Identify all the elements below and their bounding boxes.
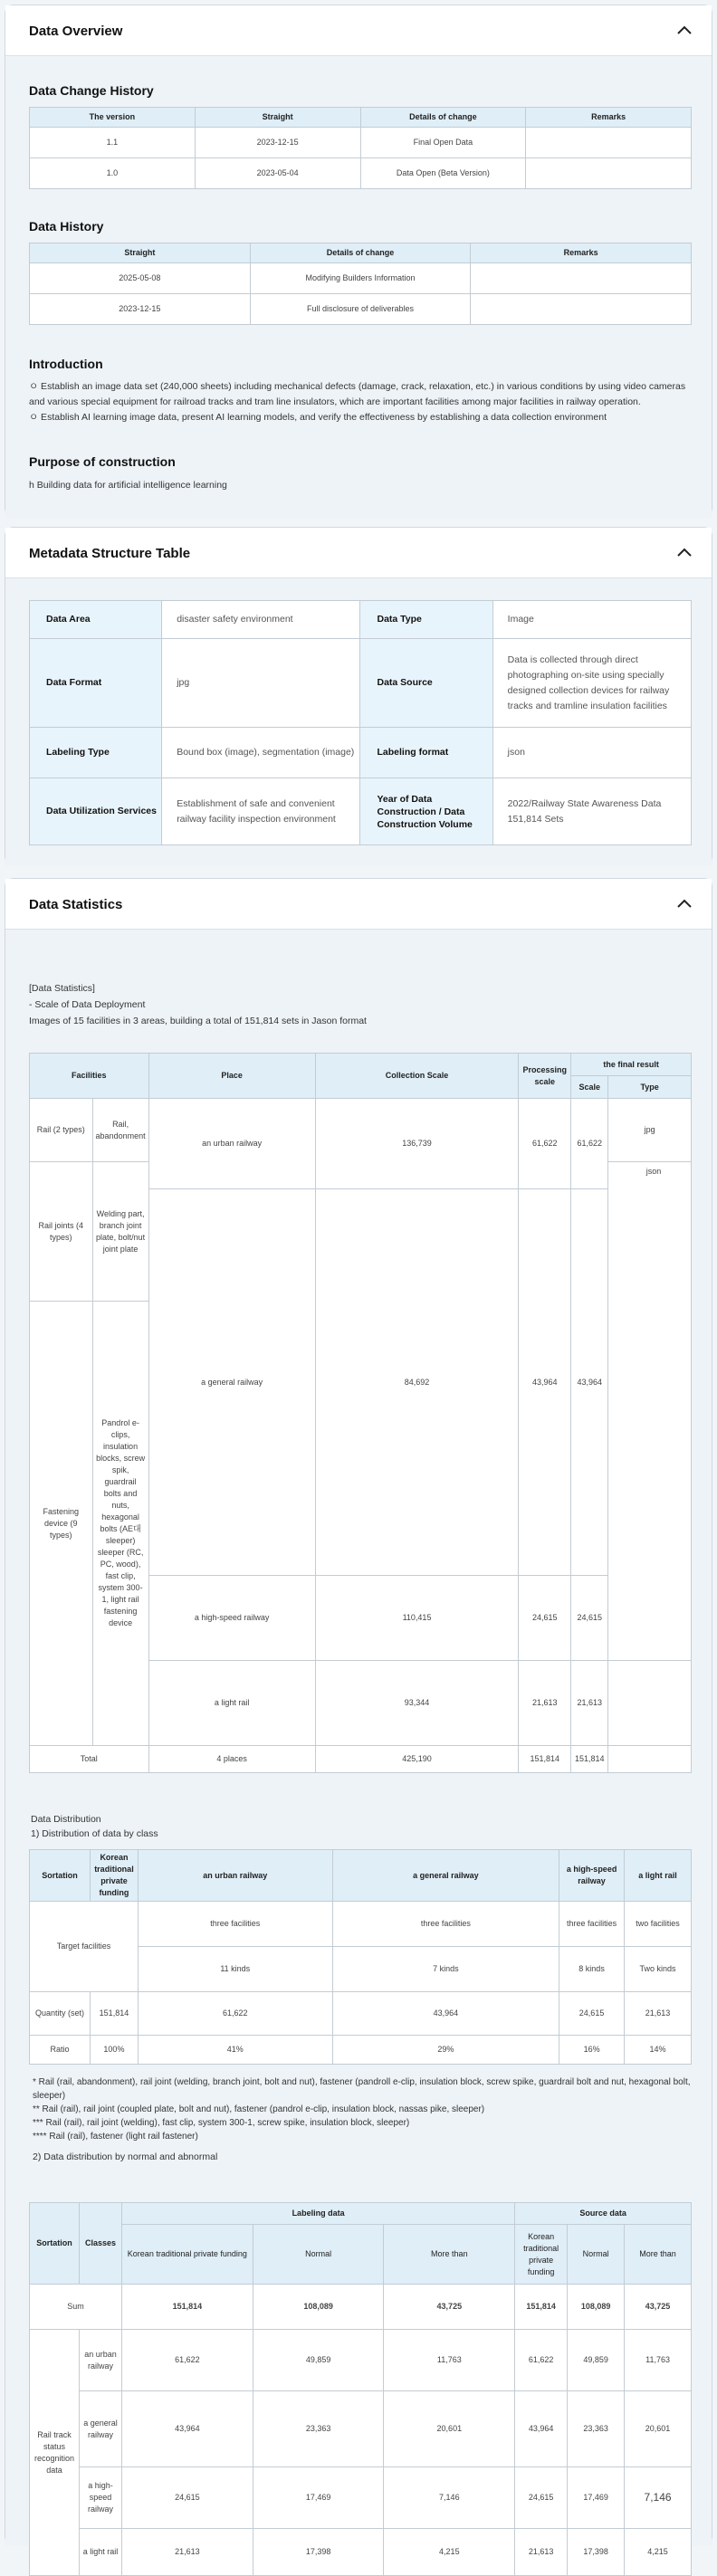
table-cell: 21,613 [519, 1661, 571, 1746]
table-cell: Final Open Data [360, 128, 526, 158]
note-line: *** Rail (rail), rail joint (welding), fast clip, system 300-1, screw spike, insulation block, sleeper) [33, 2118, 410, 2128]
table-cell: 24,615 [559, 1992, 625, 2036]
table-cell: Welding part, branch joint plate, bolt/nut joint plate [92, 1162, 148, 1302]
table-cell: 17,469 [253, 2467, 384, 2529]
table-cell: 2023-12-15 [195, 128, 360, 158]
table-cell: a light rail [79, 2529, 121, 2576]
panel-title: Data Overview [29, 24, 123, 39]
metadata-value: Image [492, 601, 691, 639]
table-header: Korean traditional private funding [90, 1850, 138, 1902]
metadata-value: Data is collected through direct photographing on-site using specially designed collection devices for railway tracks and tramline insulation facilities [492, 639, 691, 728]
table-header: The version [30, 108, 196, 128]
table-cell: 4,215 [384, 2529, 515, 2576]
normal-abnormal-table [29, 2202, 692, 2576]
table-cell: 29% [332, 2036, 559, 2065]
chevron-up-icon[interactable] [674, 893, 695, 915]
table-row [30, 639, 692, 728]
introduction-line: ㅇ Establish AI learning image data, present AI learning models, and verify the effectiveness by establishing a data collection environment [29, 412, 607, 423]
table-cell: 43,964 [571, 1189, 608, 1576]
table-cell: three facilities [138, 1902, 332, 1947]
metadata-key: Labeling format [360, 728, 492, 778]
table-cell: jpg [608, 1099, 692, 1162]
table-header: a light rail [625, 1850, 692, 1902]
distribution-subheading: 2) Data distribution by normal and abnormal [33, 2151, 218, 2162]
metadata-table [29, 600, 692, 845]
section-title: Data History [29, 219, 104, 234]
table-header: Classes [79, 2203, 121, 2285]
table-cell [608, 1746, 692, 1773]
table-cell: 136,739 [315, 1099, 519, 1189]
table-cell: Quantity (set) [30, 1992, 91, 2036]
table-header: Straight [30, 243, 251, 263]
table-cell: 43,725 [384, 2285, 515, 2330]
distribution-heading: Data Distribution [31, 1814, 101, 1825]
table-row [30, 158, 692, 189]
table-cell: an urban railway [148, 1099, 315, 1189]
table-header: the final result [571, 1054, 692, 1076]
table-row [30, 2529, 692, 2576]
section-title: Introduction [29, 357, 103, 371]
table-cell: 151,814 [121, 2285, 253, 2330]
table-cell: Rail, abandonment [92, 1099, 148, 1162]
table-cell: 100% [90, 2036, 138, 2065]
table-header: Place [148, 1054, 315, 1099]
table-cell: 21,613 [121, 2529, 253, 2576]
metadata-value: jpg [162, 639, 360, 728]
data-statistics-body [5, 930, 712, 2556]
table-cell: Rail (2 types) [30, 1099, 93, 1162]
table-row [30, 2330, 692, 2391]
table-row [30, 2285, 692, 2330]
table-cell [608, 1661, 692, 1746]
table-cell: a general railway [79, 2391, 121, 2467]
table-header: an urban railway [138, 1850, 332, 1902]
metadata-panel [5, 527, 712, 865]
table-cell: 151,814 [515, 2285, 568, 2330]
table-row [30, 601, 692, 639]
table-cell: 110,415 [315, 1576, 519, 1661]
table-header: Details of change [250, 243, 471, 263]
table-header: Processing scale [519, 1054, 571, 1099]
table-cell: Two kinds [625, 1947, 692, 1992]
table-cell [526, 158, 692, 189]
table-header: Sortation [30, 1850, 91, 1902]
table-cell [608, 1162, 692, 1661]
table-header: Straight [195, 108, 360, 128]
table-cell: 49,859 [568, 2330, 625, 2391]
metadata-value: disaster safety environment [162, 601, 360, 639]
section-title: Purpose of construction [29, 454, 176, 469]
metadata-key: Data Format [30, 639, 162, 728]
metadata-header[interactable] [5, 528, 712, 578]
chevron-up-icon[interactable] [674, 542, 695, 564]
table-cell: 108,089 [253, 2285, 384, 2330]
table-cell: 1.1 [30, 128, 196, 158]
table-cell: 41% [138, 2036, 332, 2065]
table-cell: 20,601 [384, 2391, 515, 2467]
table-cell: 8 kinds [559, 1947, 625, 1992]
table-cell: 1.0 [30, 158, 196, 189]
table-cell: Data Open (Beta Version) [360, 158, 526, 189]
data-statistics-header[interactable] [5, 879, 712, 930]
table-cell: 17,469 [568, 2467, 625, 2529]
table-cell: a high-speed railway [148, 1576, 315, 1661]
table-cell: a general railway [148, 1189, 315, 1576]
table-cell: 4 places [148, 1746, 315, 1773]
table-cell: 2025-05-08 [30, 263, 251, 294]
distribution-notes [33, 2075, 698, 2164]
metadata-key: Data Area [30, 601, 162, 639]
table-row [30, 1902, 692, 1947]
statistics-intro [29, 980, 699, 1029]
metadata-body [5, 578, 712, 866]
table-cell: 14% [625, 2036, 692, 2065]
type-json-label: json [645, 1167, 662, 1176]
table-cell: 93,344 [315, 1661, 519, 1746]
table-cell [471, 263, 692, 294]
table-cell: 16% [559, 2036, 625, 2065]
table-cell: Total [30, 1746, 149, 1773]
table-header: More than [625, 2225, 692, 2285]
note-line: ** Rail (rail), rail joint (coupled plate, bolt and nut), fastener (pandrol e-clip, insulation block, nassas pike, sleeper) [33, 2104, 485, 2114]
data-overview-header[interactable] [5, 5, 712, 56]
table-cell: 7,146 [384, 2467, 515, 2529]
table-header: Details of change [360, 108, 526, 128]
table-cell: 151,814 [571, 1746, 608, 1773]
table-cell: 151,814 [90, 1992, 138, 2036]
table-cell: 21,613 [515, 2529, 568, 2576]
table-row [30, 728, 692, 778]
table-cell: 425,190 [315, 1746, 519, 1773]
table-cell: 151,814 [519, 1746, 571, 1773]
table-row [30, 1992, 692, 2036]
table-header: a high-speed railway [559, 1850, 625, 1902]
scale-table [29, 1053, 692, 1773]
table-cell: 4,215 [625, 2529, 692, 2576]
table-cell: 61,622 [571, 1099, 608, 1189]
table-row [30, 1746, 692, 1773]
table-cell: 17,398 [253, 2529, 384, 2576]
data-history-table [29, 243, 692, 325]
intro-line: [Data Statistics] [29, 983, 95, 994]
metadata-key: Year of Data Construction / Data Construction Volume [360, 778, 492, 845]
table-row [30, 263, 692, 294]
table-row [30, 778, 692, 845]
table-cell: 24,615 [519, 1576, 571, 1661]
table-cell: 61,622 [519, 1099, 571, 1189]
table-header: Type [608, 1076, 692, 1099]
distribution-title [31, 1812, 701, 1841]
table-header: Normal [253, 2225, 384, 2285]
table-header: Sortation [30, 2203, 80, 2285]
table-row [30, 2467, 692, 2529]
data-overview-body [5, 56, 712, 518]
table-cell: 84,692 [315, 1189, 519, 1576]
table-row [30, 128, 692, 158]
table-cell: 43,964 [121, 2391, 253, 2467]
section-title: Data Change History [29, 83, 154, 98]
metadata-value: Bound box (image), segmentation (image) [162, 728, 360, 778]
table-cell: 24,615 [515, 2467, 568, 2529]
table-cell: 43,725 [625, 2285, 692, 2330]
table-header: Source data [515, 2203, 692, 2225]
table-cell: 61,622 [138, 1992, 332, 2036]
note-line: **** Rail (rail), fastener (light rail fastener) [33, 2132, 198, 2142]
panel-title: Data Statistics [29, 897, 123, 912]
change-history-table [29, 107, 692, 189]
table-header: a general railway [332, 1850, 559, 1902]
table-header: Korean traditional private funding [121, 2225, 253, 2285]
metadata-value: Establishment of safe and convenient railway facility inspection environment [162, 778, 360, 845]
table-row [30, 1099, 692, 1162]
table-cell: Rail track status recognition data [30, 2330, 80, 2576]
table-cell: 11 kinds [138, 1947, 332, 1992]
table-row [30, 294, 692, 325]
table-cell: two facilities [625, 1902, 692, 1947]
table-cell: Rail joints (4 types) [30, 1162, 93, 1302]
table-cell: 2023-05-04 [195, 158, 360, 189]
table-cell: Fastening device (9 types) [30, 1302, 93, 1746]
table-header: Normal [568, 2225, 625, 2285]
table-row [30, 2036, 692, 2065]
table-cell: 108,089 [568, 2285, 625, 2330]
table-cell: 24,615 [121, 2467, 253, 2529]
class-distribution-table [29, 1849, 692, 2065]
table-cell: an urban railway [79, 2330, 121, 2391]
table-cell: 11,763 [384, 2330, 515, 2391]
introduction-text [29, 379, 699, 425]
table-cell: 23,363 [253, 2391, 384, 2467]
table-header: Facilities [30, 1054, 149, 1099]
table-cell: 43,964 [332, 1992, 559, 2036]
distribution-subheading: 1) Distribution of data by class [31, 1828, 158, 1839]
chevron-up-icon[interactable] [674, 20, 695, 42]
metadata-key: Data Type [360, 601, 492, 639]
table-cell [526, 128, 692, 158]
table-cell: 61,622 [121, 2330, 253, 2391]
table-header: Remarks [526, 108, 692, 128]
metadata-value: 2022/Railway State Awareness Data 151,814 Sets [492, 778, 691, 845]
introduction-line: ㅇ Establish an image data set (240,000 sheets) including mechanical defects (damage, crack, relaxation, etc.) in various conditions by using video cameras and various special equipment for railroad tracks and tram line insulators, which are important facilities among major facilities in railway operation. [29, 381, 686, 407]
table-cell: 20,601 [625, 2391, 692, 2467]
data-overview-panel [5, 5, 712, 517]
table-cell: 61,622 [515, 2330, 568, 2391]
table-cell: 24,615 [571, 1576, 608, 1661]
table-cell: Modifying Builders Information [250, 263, 471, 294]
table-header: Collection Scale [315, 1054, 519, 1099]
table-cell: 43,964 [515, 2391, 568, 2467]
panel-title: Metadata Structure Table [29, 546, 191, 561]
table-header: More than [384, 2225, 515, 2285]
purpose-text: h Building data for artificial intelligence learning [29, 480, 227, 491]
table-header: Korean traditional private funding [515, 2225, 568, 2285]
table-header: Labeling data [121, 2203, 514, 2225]
table-cell: 17,398 [568, 2529, 625, 2576]
table-cell: Ratio [30, 2036, 91, 2065]
table-cell: 49,859 [253, 2330, 384, 2391]
table-cell: 7 kinds [332, 1947, 559, 1992]
table-cell: Target facilities [30, 1902, 139, 1992]
table-cell: 11,763 [625, 2330, 692, 2391]
table-cell: 7,146 [625, 2467, 692, 2529]
table-row [30, 2391, 692, 2467]
data-statistics-panel [5, 878, 712, 2556]
table-cell [471, 294, 692, 325]
table-cell: 23,363 [568, 2391, 625, 2467]
table-cell: 21,613 [625, 1992, 692, 2036]
intro-line: Images of 15 facilities in 3 areas, building a total of 151,814 sets in Jason format [29, 1016, 367, 1026]
table-cell: 43,964 [519, 1189, 571, 1576]
table-cell: Pandrol e-clips, insulation blocks, screw spik, guardrail bolts and nuts, hexagonal bolts (AE대 sleeper) sleeper (RC, PC, wood), fast clip, system 300-1, light rail fastening device [92, 1302, 148, 1746]
metadata-value: json [492, 728, 691, 778]
table-cell: a light rail [148, 1661, 315, 1746]
table-cell: a high-speed railway [79, 2467, 121, 2529]
intro-line: - Scale of Data Deployment [29, 999, 146, 1010]
table-cell: Full disclosure of deliverables [250, 294, 471, 325]
table-header: Remarks [471, 243, 692, 263]
note-line: * Rail (rail, abandonment), rail joint (welding, branch joint, bolt and nut), fastener (pandroll e-clip, insulation block, screw spike, guardrail bolt and nut, hexagonal bolt, sleeper) [33, 2077, 691, 2101]
table-cell: three facilities [559, 1902, 625, 1947]
metadata-key: Data Source [360, 639, 492, 728]
metadata-key: Data Utilization Services [30, 778, 162, 845]
table-cell: three facilities [332, 1902, 559, 1947]
table-cell: 2023-12-15 [30, 294, 251, 325]
table-cell: Sum [30, 2285, 122, 2330]
table-cell: 21,613 [571, 1661, 608, 1746]
table-header: Scale [571, 1076, 608, 1099]
metadata-key: Labeling Type [30, 728, 162, 778]
